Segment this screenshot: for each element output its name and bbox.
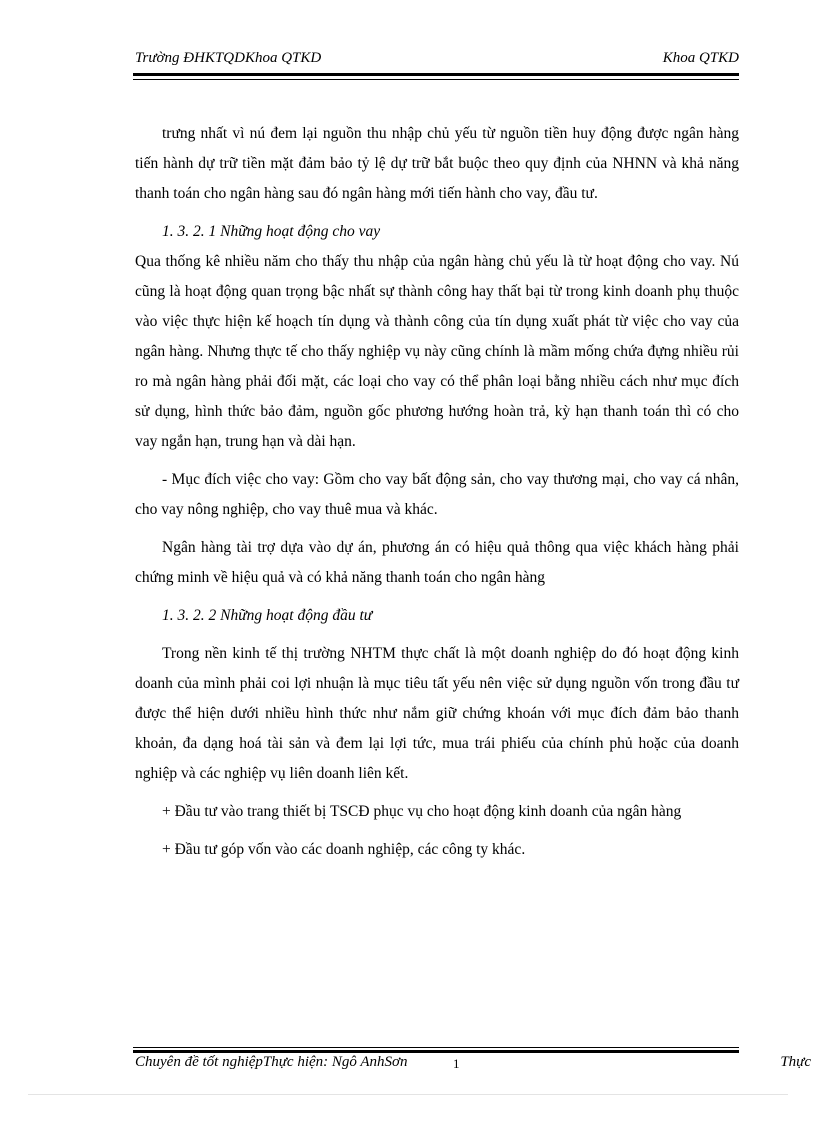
header-rule-thin: [133, 79, 739, 80]
paragraph-intro: trưng nhất vì nú đem lại nguồn thu nhập chủ yếu từ nguồn tiền huy động được ngân hàng tiến hành dự trữ tiền mặt đảm bảo tỷ lệ dự trữ bắt buộc theo quy định của NHNN và khả năng thanh toán cho ngân hàng sau đó ngân hàng mới tiến hành cho vay, đầu tư.: [135, 125, 739, 202]
section-heading-lending: 1. 3. 2. 1 Những hoạt động cho vay: [162, 223, 381, 240]
footer-rule-thick: [133, 1050, 739, 1053]
page-number: 1: [453, 1056, 460, 1071]
footer-right-text: Thực: [780, 1054, 811, 1070]
footer-rule-thin: [133, 1047, 739, 1048]
header-department: Khoa QTKD: [662, 50, 739, 66]
bullet-fixed-assets: + Đầu tư vào trang thiết bị TSCĐ phục vụ cho hoạt động kinh doanh của ngân hàng: [162, 803, 682, 820]
paragraph-investment: Trong nền kinh tế thị trường NHTM thực chất là một doanh nghiệp do đó hoạt động kinh doanh của mình phải coi lợi nhuận là mục tiêu tất yếu nên việc sử dụng nguồn vốn trong đầu tư được thể hiện dưới nhiều hình thức như nắm giữ chứng khoán với mục đích đảm bảo thanh khoản, đa dạng hoá tài sản và đem lại lợi tức, mua trái phiếu của chính phủ hoặc của doanh nghiệp và các nghiệp vụ liên doanh liên kết.: [135, 645, 739, 782]
footer-author: Chuyên đề tốt nghiệpThực hiện: Ngô AnhSơn: [135, 1054, 408, 1070]
document-body: [135, 119, 739, 865]
header-rule-thick: [133, 73, 739, 76]
paragraph-lending: Qua thống kê nhiều năm cho thấy thu nhập của ngân hàng chủ yếu là từ hoạt động cho vay. Nú cũng là hoạt động quan trọng bậc nhất sự thành công hay thất bại từ trong kinh doanh phụ thuộc vào việc thực hiện kế hoạch tín dụng và thành công của tín dụng xuất phát từ việc cho vay của ngân hàng. Nhưng thực tế cho thấy nghiệp vụ này cũng chính là mầm mống chứa đựng nhiều rủi ro mà ngân hàng phải đối mặt, các loại cho vay có thể phân loại bằng nhiều cách như mục đích sử dụng, hình thức bảo đảm, nguồn gốc phương hướng hoàn trả, kỳ hạn thanh toán thì có cho vay ngắn hạn, trung hạn và dài hạn.: [135, 253, 739, 450]
page-edge-divider: [28, 1094, 788, 1095]
paragraph-project-financing: Ngân hàng tài trợ dựa vào dự án, phương án có hiệu quả thông qua việc khách hàng phải chứng minh về hiệu quả và có khả năng thanh toán cho ngân hàng: [135, 539, 739, 586]
paragraph-loan-purpose: - Mục đích việc cho vay: Gồm cho vay bất động sản, cho vay thương mại, cho vay cá nhân, cho vay nông nghiệp, cho vay thuê mua và khác.: [135, 471, 739, 518]
bullet-capital-contribution: + Đầu tư góp vốn vào các doanh nghiệp, các công ty khác.: [162, 841, 526, 858]
section-heading-investment: 1. 3. 2. 2 Những hoạt động đầu tư: [162, 607, 373, 624]
header-school: Trường ĐHKTQDKhoa QTKD: [135, 50, 322, 66]
